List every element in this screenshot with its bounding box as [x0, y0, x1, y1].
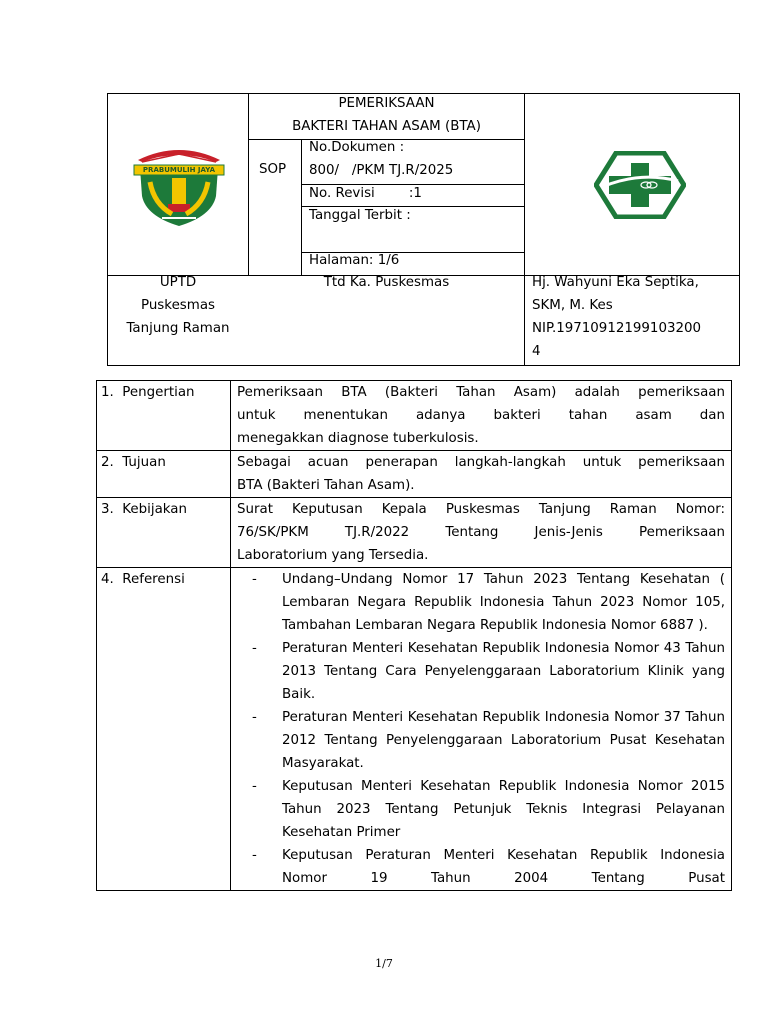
no-dokumen-label: No.Dokumen :	[309, 140, 405, 155]
signer-line2: SKM, M. Kes	[532, 298, 613, 313]
org-line3: Tanjung Raman	[126, 321, 230, 336]
no-dokumen-value: 800/ /PKM TJ.R/2025	[309, 163, 454, 178]
no-revisi: No. Revisi :1	[309, 186, 422, 201]
list-item	[237, 706, 725, 775]
puskesmas-logo	[594, 151, 686, 223]
org-line2: Puskesmas	[140, 298, 216, 313]
doc-title-line1: PEMERIKSAAN	[338, 96, 435, 111]
halaman: Halaman: 1/6	[309, 253, 400, 268]
section-label-tujuan: 2. Tujuan	[97, 451, 231, 498]
bullet-dash: -	[252, 572, 257, 587]
list-item	[237, 637, 725, 706]
divider	[301, 139, 302, 275]
text-line: Sebagai acuan penerapan langkah-langkah untuk pemeriksaan	[237, 455, 725, 470]
doc-title-line2: BAKTERI TAHAN ASAM (BTA)	[292, 119, 481, 134]
list-item	[237, 568, 725, 637]
reference-text: Keputusan Menteri Kesehatan Republik Indonesia Nomor 2015 Tahun 2023 Tentang Petunjuk Teknis Integrasi Pelayanan Kesehatan Primer	[282, 779, 725, 840]
document-header	[107, 93, 740, 366]
ttd-label: Ttd Ka. Puskesmas	[323, 275, 450, 290]
reference-text: Peraturan Menteri Kesehatan Republik Indonesia Nomor 43 Tahun 2013 Tentang Cara Penyelenggaraan Laboratorium Klinik yang Baik.	[282, 641, 725, 702]
text-line: Laboratorium yang Tersedia.	[237, 548, 429, 563]
section-body-pengertian	[231, 381, 732, 451]
section-body-referensi	[231, 568, 732, 891]
signer-line1: Hj. Wahyuni Eka Septika,	[532, 275, 699, 290]
section-body-kebijakan	[231, 498, 732, 568]
table-row	[97, 451, 732, 498]
list-item	[237, 844, 725, 890]
table-row	[97, 568, 732, 891]
bullet-dash: -	[252, 710, 257, 725]
bullet-dash: -	[252, 779, 257, 794]
table-row	[97, 381, 732, 451]
puskesmas-cross-icon	[594, 151, 686, 219]
bullet-dash: -	[252, 848, 257, 863]
text-line: Surat Keputusan Kepala Puskesmas Tanjung Raman Nomor:	[237, 502, 725, 517]
text-line: untuk menentukan adanya bakteri tahan asam dan	[237, 408, 725, 423]
bullet-dash: -	[252, 641, 257, 656]
signer-nip: NIP.19710912199103200	[532, 321, 702, 336]
org-line1: UPTD	[159, 275, 197, 290]
divider	[524, 275, 525, 366]
reference-text: Keputusan Peraturan Menteri Kesehatan Republik Indonesia Nomor 19 Tahun 2004 Tentang Pusat	[282, 848, 725, 886]
text-line: BTA (Bakteri Tahan Asam).	[237, 478, 415, 493]
sop-content-table	[96, 380, 732, 891]
text-line: 76/SK/PKM TJ.R/2022 Tentang Jenis-Jenis Pemeriksaan	[237, 525, 725, 540]
table-row	[97, 498, 732, 568]
prabumulih-logo	[132, 144, 226, 232]
page-number: 1/7	[375, 957, 393, 970]
section-label-referensi: 4. Referensi	[97, 568, 231, 891]
section-label-pengertian: 1. Pengertian	[97, 381, 231, 451]
tanggal-terbit: Tanggal Terbit :	[309, 208, 411, 223]
prabumulih-emblem-icon	[132, 144, 226, 228]
logo-banner-text: PRABUMULIH JAYA	[142, 166, 216, 174]
section-body-tujuan	[231, 451, 732, 498]
reference-text: Peraturan Menteri Kesehatan Republik Indonesia Nomor 37 Tahun 2012 Tentang Penyelenggaraan Laboratorium Pusat Kesehatan Masyarakat.	[282, 710, 725, 771]
list-item	[237, 775, 725, 844]
text-line: Pemeriksaan BTA (Bakteri Tahan Asam) adalah pemeriksaan	[237, 385, 725, 400]
sop-label: SOP	[259, 162, 287, 177]
divider	[524, 94, 525, 275]
reference-text: Undang–Undang Nomor 17 Tahun 2023 Tentang Kesehatan ( Lembaran Negara Republik Indonesia Tahun 2023 Nomor 105, Tambahan Lembaran Negara Republik Indonesia Nomor 6887 ).	[282, 572, 725, 633]
section-label-kebijakan: 3. Kebijakan	[97, 498, 231, 568]
signer-nip-end: 4	[532, 344, 541, 359]
text-line: menegakkan diagnose tuberkulosis.	[237, 431, 479, 446]
